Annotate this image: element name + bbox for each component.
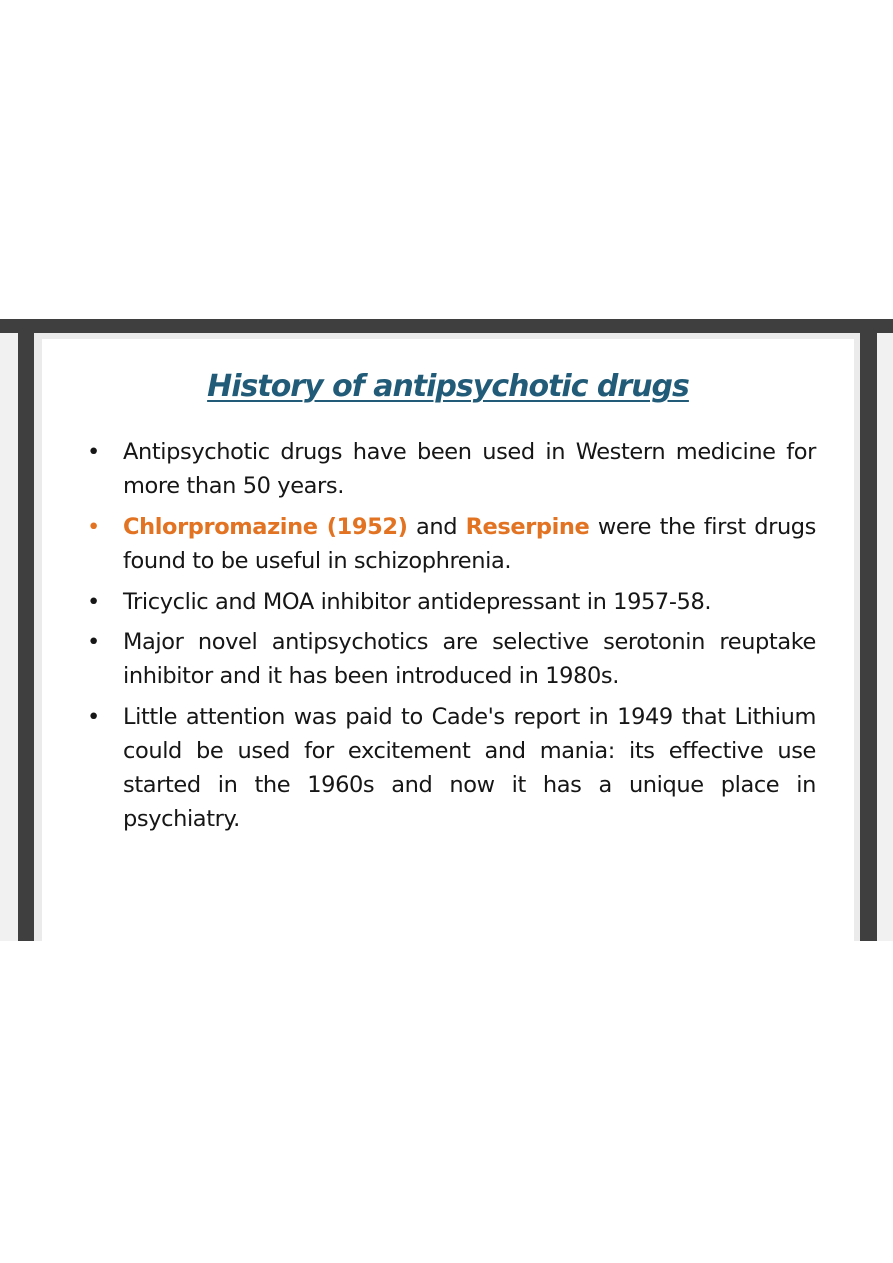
bullet-item bbox=[84, 510, 816, 578]
bullet-text: Major novel antipsychotics are selective serotonin reuptake inhibitor and it has been introduced in 1980s. bbox=[123, 629, 816, 689]
slide-frame-left-border bbox=[18, 319, 34, 941]
bullet-list bbox=[84, 435, 816, 843]
bullet-icon: • bbox=[87, 629, 100, 655]
slide-edge-right bbox=[877, 333, 893, 941]
slide bbox=[34, 333, 860, 941]
highlight-chlorpromazine: Chlorpromazine (1952) bbox=[123, 514, 408, 540]
highlight-reserpine: Reserpine bbox=[465, 514, 590, 540]
bullet-icon: • bbox=[87, 704, 100, 730]
bullet-item bbox=[84, 700, 816, 836]
bullet-icon: • bbox=[87, 439, 100, 465]
bullet-text: Little attention was paid to Cade's report in 1949 that Lithium could be used for excitement and mania: its effective use started in the 1960s and now it has a unique place in psychiatry. bbox=[123, 704, 816, 832]
slide-edge-left bbox=[0, 333, 18, 941]
slide-frame-right-border bbox=[860, 319, 877, 941]
bullet-text: were the first drugs found to be useful in schizophrenia. bbox=[123, 514, 817, 574]
bullet-item bbox=[84, 435, 816, 503]
bullet-text: Antipsychotic drugs have been used in Western medicine for more than 50 years. bbox=[123, 439, 816, 499]
slide-frame-top-bar bbox=[0, 319, 893, 333]
bullet-item bbox=[84, 585, 816, 619]
bullet-icon-highlighted: • bbox=[87, 514, 100, 540]
bullet-connector-text: and bbox=[407, 514, 466, 540]
bullet-icon: • bbox=[87, 589, 100, 615]
slide-title: History of antipsychotic drugs bbox=[207, 369, 689, 404]
slide-content-area bbox=[42, 339, 854, 941]
bullet-text: Tricyclic and MOA inhibitor antidepressant in 1957-58. bbox=[123, 589, 712, 615]
bullet-item bbox=[84, 625, 816, 693]
